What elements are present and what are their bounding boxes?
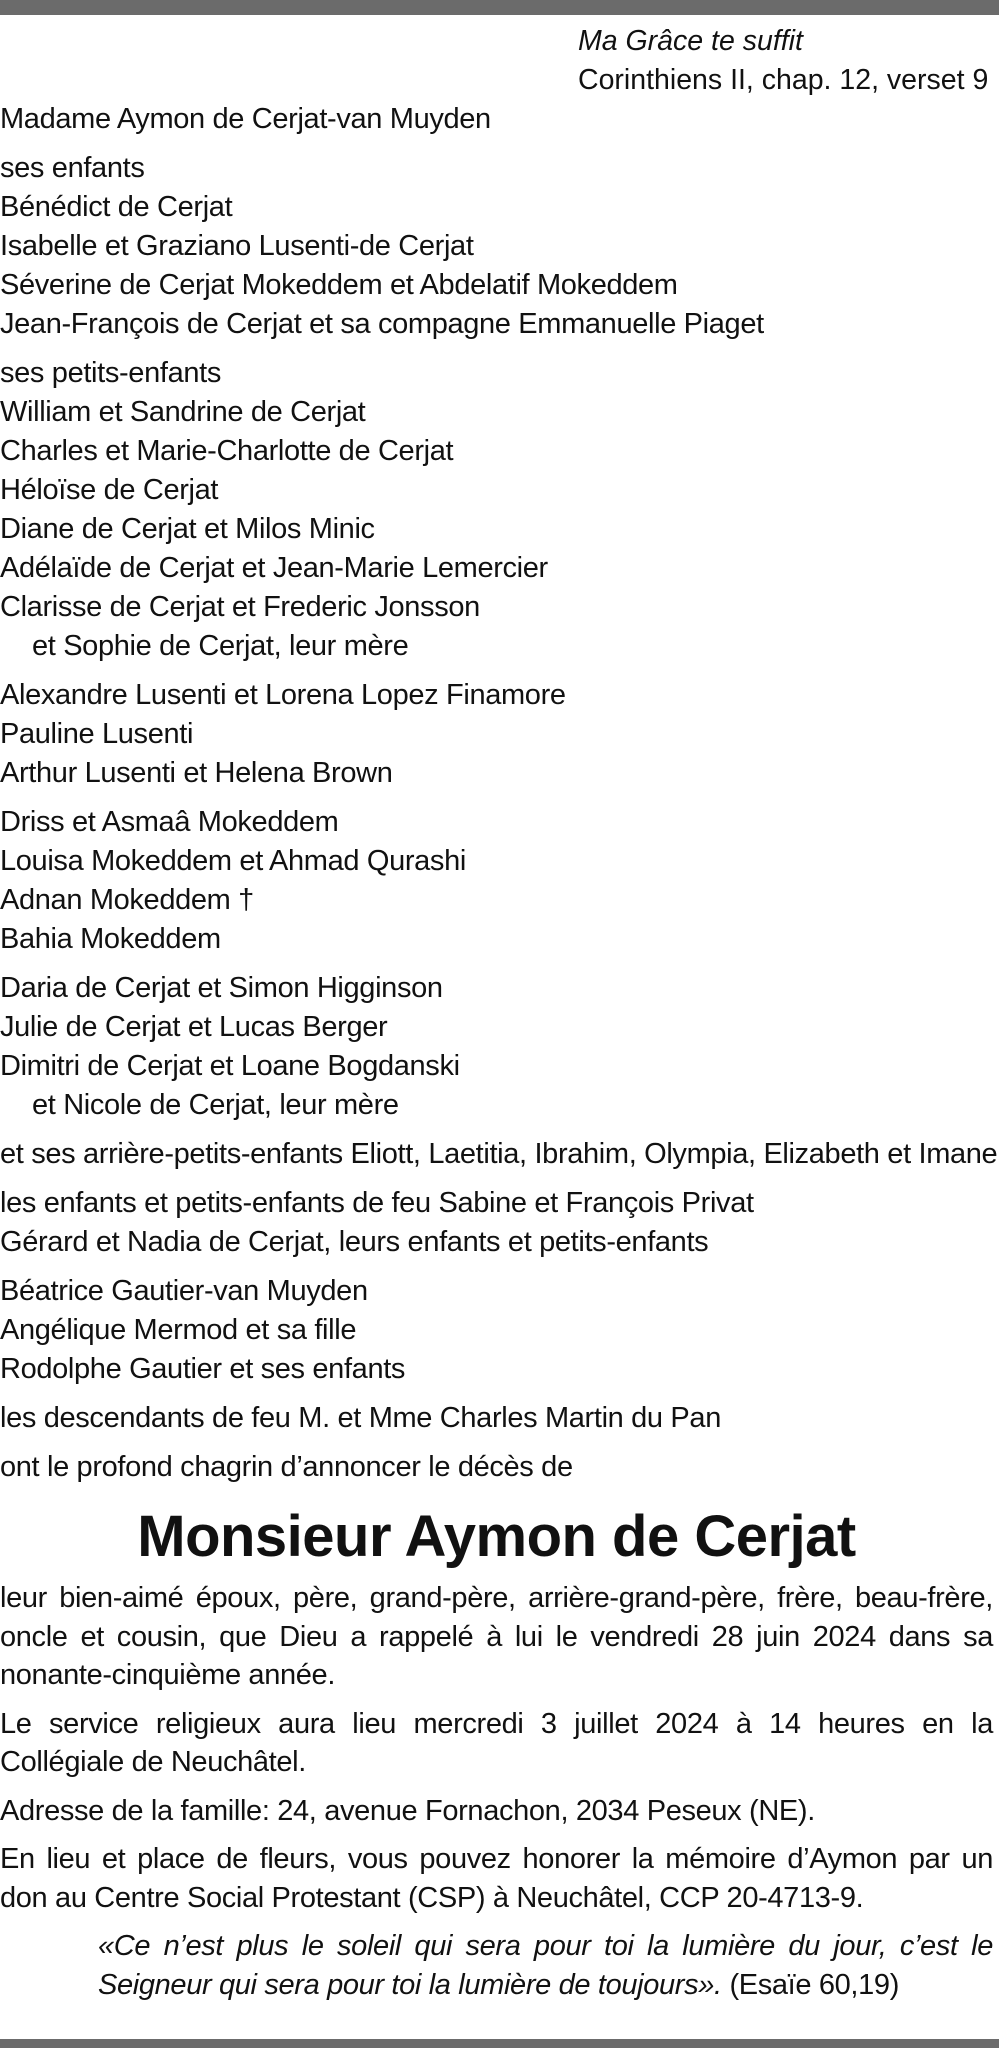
family-line: Angélique Mermod et sa fille (0, 1314, 357, 1346)
family-line: Dimitri de Cerjat et Loane Bogdanski (0, 1050, 460, 1082)
family-line: Adélaïde de Cerjat et Jean-Marie Lemercier (0, 552, 548, 584)
family-line: Adnan Mokeddem † (0, 884, 254, 916)
family-line: Isabelle et Graziano Lusenti-de Cerjat (0, 230, 474, 262)
family-line: Daria de Cerjat et Simon Higginson (0, 972, 443, 1004)
family-line: Clarisse de Cerjat et Frederic Jonsson (0, 591, 480, 623)
family-line: les enfants et petits-enfants de feu Sabine et François Privat (0, 1187, 754, 1219)
family-line: les descendants de feu M. et Mme Charles Martin du Pan (0, 1402, 721, 1434)
family-line: Rodolphe Gautier et ses enfants (0, 1353, 406, 1385)
family-line: et ses arrière-petits-enfants Eliott, Laetitia, Ibrahim, Olympia, Elizabeth et Imane (0, 1138, 998, 1170)
family-line: Madame Aymon de Cerjat-van Muyden (0, 103, 491, 135)
family-group-great-grandchildren (0, 1135, 998, 1174)
family-line: Arthur Lusenti et Helena Brown (0, 757, 393, 789)
family-line: Alexandre Lusenti et Lorena Lopez Finamore (0, 679, 566, 711)
epigraph-reference: Corinthiens II, chap. 12, verset 9 (578, 64, 989, 96)
top-rule (0, 0, 999, 15)
service-paragraph: Le service religieux aura lieu mercredi 3 juillet 2024 à 14 heures en la Collégiale de Neuchâtel. (0, 1707, 993, 1778)
family-line: Driss et Asmaâ Mokeddem (0, 806, 339, 838)
family-line: ses petits-enfants (0, 357, 221, 389)
family-line: Gérard et Nadia de Cerjat, leurs enfants et petits-enfants (0, 1226, 709, 1258)
family-line: Bénédict de Cerjat (0, 191, 233, 223)
family-line: et Nicole de Cerjat, leur mère (32, 1089, 399, 1121)
closing-quote-citation: (Esaïe 60,19) (721, 1968, 900, 2001)
family-group-de-cerjat (0, 969, 993, 1125)
obituary-notice (0, 22, 998, 2004)
closing-quote (98, 1927, 993, 2004)
family-line: Louisa Mokeddem et Ahmad Qurashi (0, 845, 466, 877)
family-line: Béatrice Gautier-van Muyden (0, 1275, 368, 1307)
family-line: William et Sandrine de Cerjat (0, 396, 366, 428)
family-group-siblings (0, 1184, 993, 1262)
family-line: Séverine de Cerjat Mokeddem et Abdelatif Mokeddem (0, 269, 678, 301)
family-group-in-laws (0, 1272, 993, 1389)
epigraph-verse: Ma Grâce te suffit (578, 25, 803, 57)
family-line: Julie de Cerjat et Lucas Berger (0, 1011, 388, 1043)
family-line: Bahia Mokeddem (0, 923, 221, 955)
family-line: Charles et Marie-Charlotte de Cerjat (0, 435, 454, 467)
family-line: Héloïse de Cerjat (0, 474, 219, 506)
family-line: Pauline Lusenti (0, 718, 194, 750)
family-line: ont le profond chagrin d’annoncer le décès de (0, 1451, 573, 1483)
family-line: Diane de Cerjat et Milos Minic (0, 513, 375, 545)
epigraph (578, 22, 993, 100)
deceased-name: Monsieur Aymon de Cerjat (137, 1504, 856, 1569)
family-group-lusenti (0, 676, 993, 793)
address-paragraph: Adresse de la famille: 24, avenue Fornachon, 2034 Peseux (NE). (0, 1794, 815, 1827)
family-group-grandchildren (0, 354, 993, 666)
family-group-children (0, 149, 993, 344)
family-line: ses enfants (0, 152, 145, 184)
announcement-line (0, 1448, 993, 1487)
family-line: Jean-François de Cerjat et sa compagne Emmanuelle Piaget (0, 308, 764, 340)
family-group-descendants (0, 1399, 993, 1438)
bottom-rule (0, 2039, 999, 2048)
donation-paragraph: En lieu et place de fleurs, vous pouvez honorer la mémoire d’Aymon par un don au Centre Social Protestant (CSP) à Neuchâtel, CCP 20-4713-9. (0, 1843, 993, 1914)
family-group-spouse (0, 100, 993, 139)
family-group-mokeddem (0, 803, 993, 959)
tribute-paragraph: leur bien-aimé époux, père, grand-père, arrière-grand-père, frère, beau-frère, oncle et cousin, que Dieu a rappelé à lui le vendredi 28 juin 2024 dans sa nonante-cinquième année. (0, 1582, 993, 1691)
closing-quote-text: «Ce n’est plus le soleil qui sera pour toi la lumière du jour, c’est le Seigneur qui sera pour toi la lumière de toujours». (98, 1930, 993, 2001)
family-line: et Sophie de Cerjat, leur mère (32, 630, 409, 662)
